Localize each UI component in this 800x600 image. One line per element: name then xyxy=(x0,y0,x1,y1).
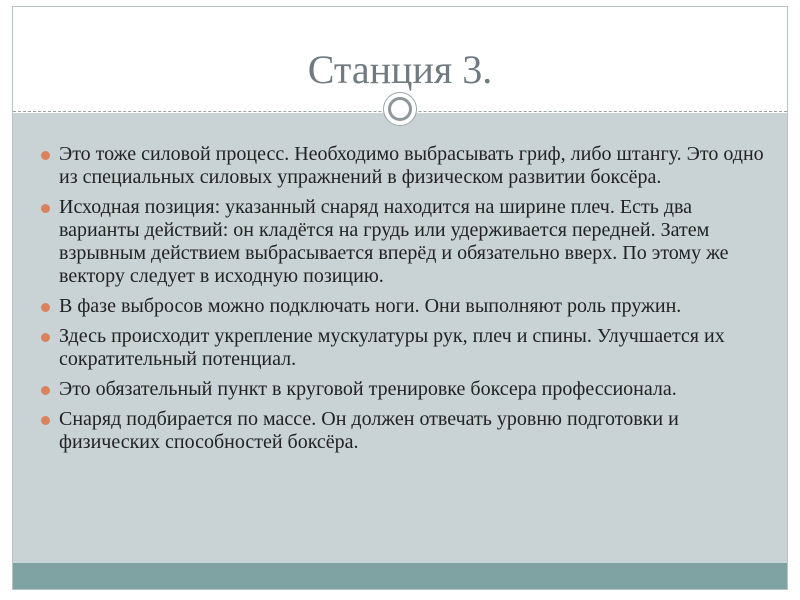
bullet-dot-icon xyxy=(41,416,50,425)
footer-band xyxy=(13,563,787,589)
bullet-dot-icon xyxy=(41,333,50,342)
bullet-list xyxy=(43,143,768,461)
list-item-text: Это тоже силовой процесс. Необходимо выбрасывать гриф, либо штангу. Это одно из специальных силовых упражнений в физическом развитии боксёра. xyxy=(59,143,764,188)
slide-title: Станция 3. xyxy=(307,47,493,92)
list-item xyxy=(43,325,768,371)
bullet-dot-icon xyxy=(41,386,50,395)
bullet-dot-icon xyxy=(41,204,50,213)
list-item xyxy=(43,378,768,401)
divider-circle-ornament xyxy=(383,92,417,126)
list-item xyxy=(43,295,768,318)
list-item xyxy=(43,196,768,288)
list-item-text: Исходная позиция: указанный снаряд находится на ширине плеч. Есть два варианты действий: он кладётся на грудь или удерживается передней. Затем взрывным действием выбрасывается вперёд и обязательно вверх. По этому же вектору следует в исходную позицию. xyxy=(59,196,729,287)
list-item-text: Это обязательный пункт в круговой тренировке боксера профессионала. xyxy=(59,378,677,400)
bullet-dot-icon xyxy=(41,151,50,160)
list-item xyxy=(43,408,768,454)
list-item-text: Здесь происходит укрепление мускулатуры рук, плеч и спины. Улучшается их сократительный потенциал. xyxy=(59,325,725,370)
list-item-text: Снаряд подбирается по массе. Он должен отвечать уровню подготовки и физических способностей боксёра. xyxy=(59,408,679,453)
list-item xyxy=(43,143,768,189)
slide xyxy=(12,6,788,590)
bullet-dot-icon xyxy=(41,303,50,312)
list-item-text: В фазе выбросов можно подключать ноги. Они выполняют роль пружин. xyxy=(59,295,682,317)
